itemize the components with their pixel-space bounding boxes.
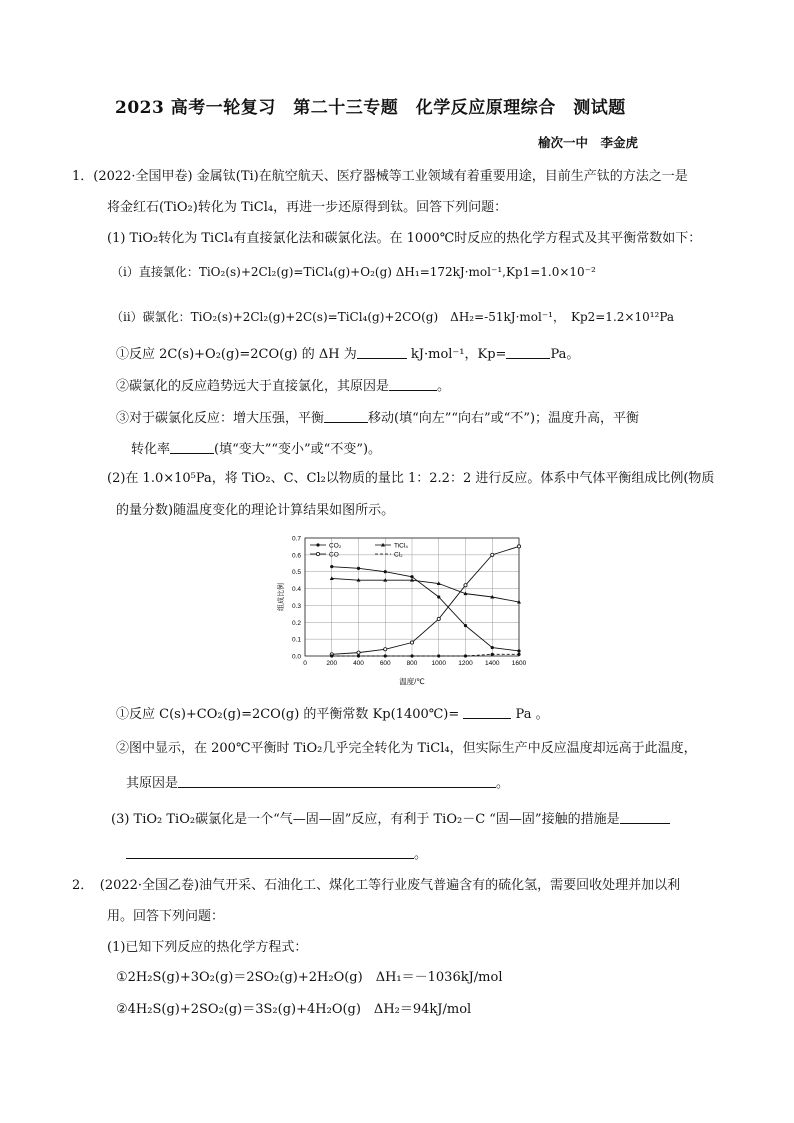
x-tick-label: 600 [379,660,391,667]
x-tick-label: 400 [353,660,364,667]
x-tick-label: 1000 [431,660,446,667]
q2-part1-intro: (1)已知下列反应的热化学方程式： [107,940,308,955]
q1-part2-sub2-line2 [126,775,509,790]
x-tick-label: 1400 [485,660,500,667]
q2-equation-2: ②4H₂S(g)+2SO₂(g)＝3S₂(g)+4H₂O(g) ΔH₂＝94kJ/mol [116,1002,472,1017]
q1-part3-end: 。 [414,847,428,862]
q1-part3-line1 [111,811,670,826]
x-tick-label: 1200 [458,660,473,667]
author-line: 榆次一中 李金虎 [538,135,639,150]
legend-marker [316,543,319,546]
q2-equation-1: ①2H₂S(g)+3O₂(g)＝2SO₂(g)+2H₂O(g) ΔH₁＝－1036kJ/mol [116,970,503,985]
data-point [517,649,520,652]
q1-part3-text: (3) TiO₂ TiO₂碳氯化是一个“气—固—固”反应，有利于 TiO₂－C “固—固”接触的措施是 [111,812,620,827]
q2-stem-line1: 2． (2022·全国乙卷)油气开采、石油化工、煤化工等行业废气普遍含有的硫化氢，需要回收处理并加以利 [72,878,681,893]
legend-marker [316,552,319,555]
x-tick-label: 1600 [511,660,527,667]
data-point [357,651,360,654]
q1-equation-ii: （ⅱ）碳氯化：TiO₂(s)+2Cl₂(g)+2C(s)=TiCl₄(g)+2CO(g) ΔH₂=-51kJ·mol⁻¹， Kp2=1.2×10¹²Pa [111,310,675,324]
data-point [517,653,520,656]
answer-blank[interactable] [324,410,368,423]
q1-stem-line2: 将金红石(TiO₂)转化为 TiCl₄，再进一步还原得到钛。回答下列问题： [107,200,508,215]
q1-sub2-text-b: 。 [437,379,451,394]
q1-stem-line1: 1．(2022·全国甲卷) 金属钛(Ti)在航空航天、医疗器械等工业领域有着重要用途，目前生产钛的方法之一是 [72,169,688,184]
answer-blank[interactable] [170,441,214,454]
q1-sub1 [116,346,579,361]
q1-part2-line2: 的量分数)随温度变化的理论计算结果如图所示。 [116,503,395,518]
q1-sub1-text-c: Pa。 [550,347,580,362]
q1-sub3 [116,410,639,425]
y-tick-label: 0.2 [291,619,301,627]
data-point [437,654,440,657]
q1-sub3-cont [131,441,381,456]
legend-label: Cl₂ [394,551,403,559]
y-tick-label: 0.3 [291,602,301,610]
data-point [330,654,333,657]
data-point [491,653,494,656]
series-line-1 [332,578,519,602]
y-tick-label: 0.6 [291,552,301,560]
answer-blank[interactable] [178,775,496,788]
data-point [410,654,413,657]
answer-blank[interactable] [357,346,407,359]
answer-blank[interactable] [389,378,437,391]
y-tick-label: 0.1 [291,636,301,644]
data-point [437,595,440,598]
q1-part2-sub2-text-c: 。 [496,776,510,791]
q1-part2-sub2-text-b: 其原因是 [126,776,179,791]
q1-sub3-text-a: ③对于碳氯化反应：增大压强，平衡 [116,411,325,426]
q1-part2-sub1 [116,706,549,721]
q1-sub3-text-c: 转化率 [131,442,171,457]
q1-part2-sub2-line1: ②图中显示，在 200℃平衡时 TiO₂几乎完全转化为 TiCl₄，但实际生产中反应温度却远高于此温度， [116,741,697,756]
y-tick-label: 0.7 [291,535,301,543]
data-point [330,565,333,568]
y-tick-label: 0.5 [291,569,301,577]
data-point [384,654,387,657]
answer-blank[interactable] [463,706,511,719]
chart-legend [310,543,408,559]
legend-label: TiCl₄ [394,542,408,550]
q1-equation-i: （ⅰ）直接氯化：TiO₂(s)+2Cl₂(g)=TiCl₄(g)+O₂(g) ΔH₁=172kJ·mol⁻¹,Kp1=1.0×10⁻² [111,265,596,279]
q1-sub1-text-a: ①反应 2C(s)+O₂(g)=2CO(g) 的 ΔH 为 [116,347,357,362]
x-axis-ticks [303,660,526,667]
legend-label: CO₂ [329,542,342,550]
data-point [517,545,520,548]
data-point [491,553,494,556]
data-point [384,648,387,651]
legend-label: CO [329,551,339,559]
q1-part1-intro: (1) TiO₂转化为 TiCl₄有直接氯化法和碳氯化法。在 1000℃时反应的热化学方程式及其平衡常数如下： [107,231,702,246]
q1-sub2 [116,378,450,393]
series-line-0 [332,567,519,651]
q1-sub1-text-b: kJ·mol⁻¹，Kp= [410,347,507,362]
x-axis-label: 温度/℃ [399,677,425,686]
y-axis-ticks [292,536,301,661]
x-tick-label: 0 [303,660,307,667]
data-point [464,654,467,657]
series-line-2 [332,546,519,654]
data-point [357,567,360,570]
data-point [357,654,360,657]
q1-part2-sub1-text-a: ①反应 C(s)+CO₂(g)=2CO(g) 的平衡常数 Kp(1400℃)= [116,707,460,722]
q1-part3-line2 [126,846,427,861]
data-point [410,575,413,578]
y-axis-label: 组成比例 [278,583,285,611]
answer-blank[interactable] [506,346,550,359]
data-point [491,646,494,649]
data-point [464,584,467,587]
q1-sub3-text-b: 移动(填“向左”“向右”或“不”)；温度升高，平衡 [368,411,640,426]
q1-part2-sub1-text-b: Pa 。 [515,707,549,722]
q1-sub2-text-a: ②碳氯化的反应趋势远大于直接氯化，其原因是 [116,379,390,394]
page-title: 2023 高考一轮复习 第二十三专题 化学反应原理综合 测试题 [115,98,626,118]
y-tick-label: 0.4 [291,586,301,594]
answer-blank[interactable] [126,846,414,859]
composition-vs-temperature-chart [270,530,530,688]
q2-stem-line2: 用。回答下列问题： [107,909,225,924]
answer-blank[interactable] [620,811,670,824]
q1-part2-line1: (2)在 1.0×10⁵Pa，将 TiO₂、C、Cl₂以物质的量比 1：2.2：2 进行反应。体系中气体平衡组成比例(物质 [107,471,715,486]
x-tick-label: 200 [326,660,338,667]
y-tick-label: 0.0 [291,653,301,661]
data-point [410,641,413,644]
x-tick-label: 800 [406,660,418,667]
data-point [437,617,440,620]
data-point [464,624,467,627]
q1-sub3-text-d: (填“变大”“变小”或“不变”)。 [214,442,382,457]
data-point [384,570,387,573]
